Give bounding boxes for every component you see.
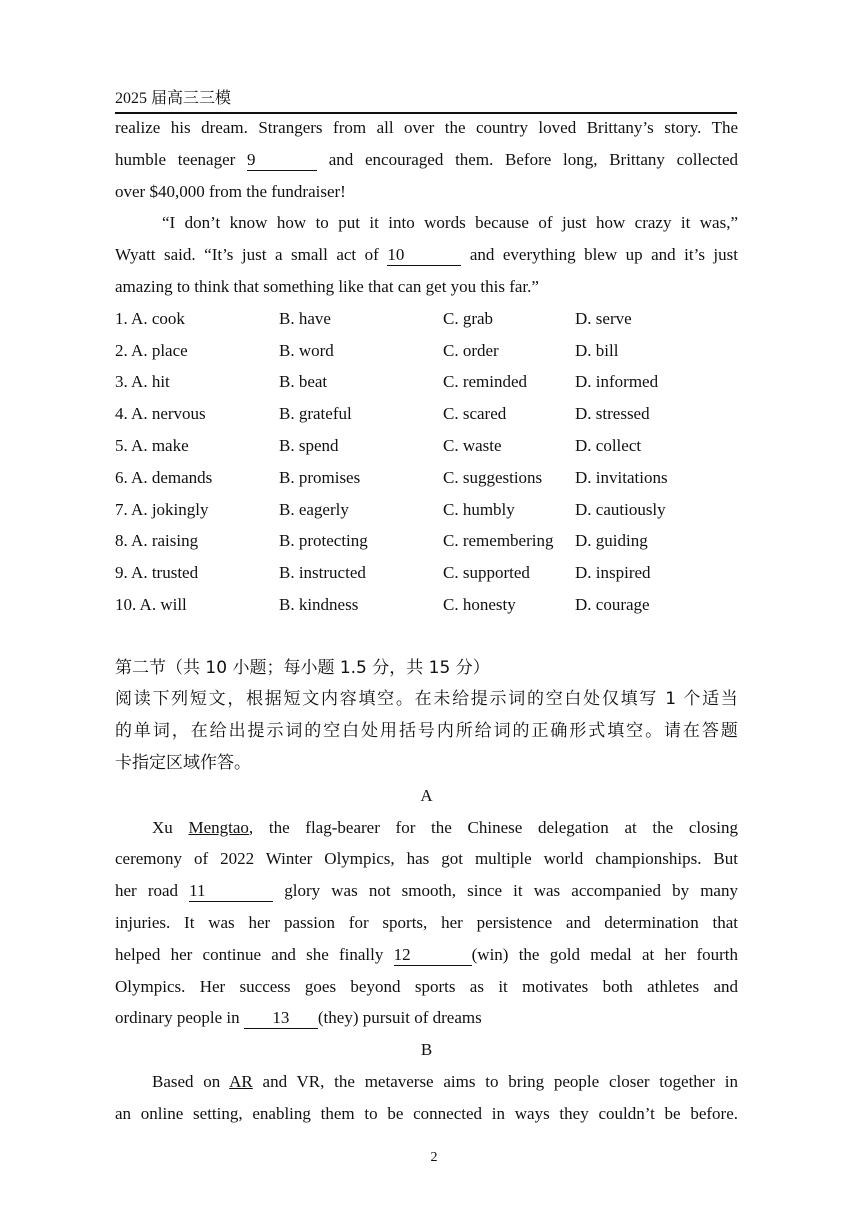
section-title: 第二节（共 10 小题；每小题 1.5 分，共 15 分） [115, 657, 490, 678]
option-b: B. protecting [279, 531, 368, 551]
option-c: C. grab [443, 308, 494, 328]
answer-blank-13: 13 [244, 1008, 318, 1029]
option-c: C. waste [443, 435, 502, 455]
option-row [115, 557, 738, 589]
option-c: C. suggestions [443, 467, 543, 487]
passage-text: realize his dream. Strangers from all over the country loved Brittany’s story. The [115, 118, 738, 137]
option-d: D. collect [575, 435, 642, 455]
page-content [115, 112, 738, 1130]
option-d: D. serve [575, 308, 632, 328]
option-a: 1. A. cook [115, 308, 185, 328]
passage-text: amazing to think that something like that can get you this far.” [115, 276, 539, 296]
passage-text: ceremony of 2022 Winter Olympics, has got multiple world championships. But [115, 849, 738, 869]
passage-text: , the flag-bearer for the Chinese delegation at the closing [248, 817, 738, 837]
passage-line [115, 971, 738, 1003]
option-d: D. informed [575, 372, 659, 392]
option-b: B. grateful [279, 404, 352, 424]
option-b: B. beat [279, 372, 328, 392]
passage-line [115, 1098, 738, 1130]
passage-line [115, 1002, 738, 1034]
passage-line [115, 239, 738, 271]
option-b: B. word [279, 340, 334, 360]
passage-text: “I don’t know how to put it into words because of just how crazy it was,” [162, 213, 738, 233]
header-title: 2025 届高三三模 [115, 90, 232, 107]
answer-blank-12: 12 [394, 945, 472, 966]
options-list [115, 303, 738, 621]
passage-text: injuries. It was her passion for sports, her persistence and determination that [115, 912, 738, 932]
passage-text: glory was not smooth, since it was accompanied by many [273, 881, 738, 901]
option-row [115, 494, 738, 526]
option-d: D. inspired [575, 563, 651, 583]
passage-line [115, 843, 738, 875]
option-row [115, 430, 738, 462]
option-a: 7. A. jokingly [115, 499, 209, 519]
passage-text: Olympics. Her success goes beyond sports as it motivates both athletes and [115, 976, 738, 996]
page-header [115, 88, 737, 114]
passage-line [115, 112, 738, 144]
passage-text: an online setting, enabling them to be connected in ways they couldn’t be before. [115, 1103, 738, 1123]
option-d: D. courage [575, 594, 650, 614]
option-c: C. remembering [443, 531, 554, 551]
passage-text: ordinary people in [115, 1008, 244, 1028]
option-c: C. scared [443, 404, 507, 424]
option-a: 6. A. demands [115, 467, 213, 487]
passage-text: (they) pursuit of dreams [317, 1008, 482, 1028]
passage-text: her road [115, 881, 190, 901]
option-c: C. reminded [443, 372, 528, 392]
passage-text: Wyatt said. “It’s just a small act of [115, 245, 388, 265]
passage-text: (win) the gold medal at her fourth [471, 944, 738, 964]
option-d: D. guiding [575, 531, 648, 551]
instruction-line: 卡指定区域作答。 [115, 752, 251, 773]
option-row [115, 335, 738, 367]
answer-blank-11: 11 [189, 881, 273, 902]
passage-text: over $40,000 from the fundraiser! [115, 181, 346, 201]
option-c: C. supported [443, 563, 530, 583]
passage-line [115, 271, 738, 303]
passage-line [115, 812, 738, 844]
option-a: 9. A. trusted [115, 563, 199, 583]
option-row [115, 525, 738, 557]
option-b: B. promises [279, 467, 361, 487]
option-c: C. order [443, 340, 499, 360]
spacer [115, 621, 738, 653]
underlined-name: Mengtao [188, 817, 249, 837]
option-a: 3. A. hit [115, 372, 170, 392]
passage-line [115, 207, 738, 239]
option-a: 8. A. raising [115, 531, 199, 551]
part-a-label: A [420, 785, 433, 805]
answer-blank-9: 9 [247, 150, 317, 171]
option-b: B. kindness [279, 594, 359, 614]
option-d: D. bill [575, 340, 619, 360]
instruction-line: 的单词，在给出提示词的空白处用括号内所给词的正确形式填空。请在答题 [115, 721, 738, 742]
option-c: C. humbly [443, 499, 515, 519]
option-d: D. stressed [575, 404, 650, 424]
passage-line [115, 939, 738, 971]
option-d: D. cautiously [575, 499, 666, 519]
option-a: 10. A. will [115, 594, 187, 614]
passage-text: Based on [152, 1071, 230, 1091]
option-row [115, 589, 738, 621]
passage-line [115, 875, 738, 907]
option-row [115, 303, 738, 335]
passage-line [115, 176, 738, 208]
passage-line [115, 907, 738, 939]
option-row [115, 462, 738, 494]
passage-text: Xu [152, 817, 189, 837]
underlined-term: AR [229, 1071, 253, 1091]
passage-text: and VR, the metaverse aims to bring people closer together in [252, 1071, 738, 1091]
passage-line [115, 1066, 738, 1098]
option-a: 5. A. make [115, 435, 189, 455]
passage-text: and everything blew up and it’s just [461, 245, 738, 265]
option-b: B. have [279, 308, 331, 328]
option-a: 4. A. nervous [115, 404, 206, 424]
instruction-line: 阅读下列短文，根据短文内容填空。在未给提示词的空白处仅填写 1 个适当 [115, 689, 738, 710]
option-row [115, 366, 738, 398]
option-c: C. honesty [443, 594, 516, 614]
part-b-label: B [420, 1040, 433, 1060]
passage-line [115, 144, 738, 176]
answer-blank-10: 10 [387, 245, 461, 266]
passage-text: humble teenager [115, 149, 248, 169]
option-row [115, 398, 738, 430]
option-d: D. invitations [575, 467, 668, 487]
option-b: B. instructed [279, 563, 366, 583]
page-number: 2 [430, 1150, 438, 1165]
option-b: B. spend [279, 435, 339, 455]
passage-text: and encouraged them. Before long, Brittany collected [317, 149, 738, 169]
passage-text: helped her continue and she finally [115, 944, 394, 964]
option-b: B. eagerly [279, 499, 349, 519]
option-a: 2. A. place [115, 340, 188, 360]
